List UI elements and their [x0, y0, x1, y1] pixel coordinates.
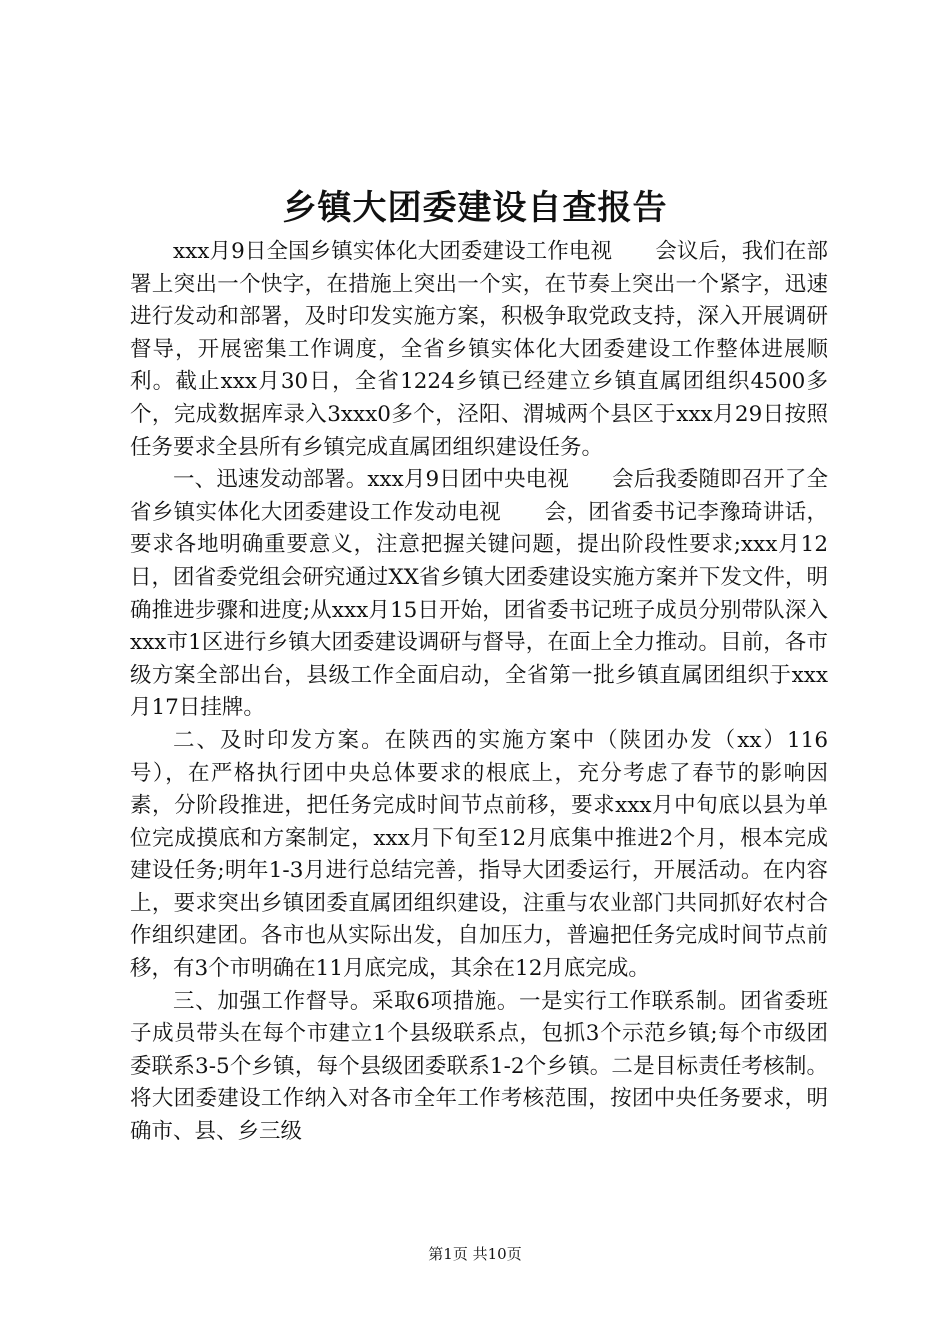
paragraph-section-1: 一、迅速发动部署。xxx月9日团中央电视 会后我委随即召开了全省乡镇实体化大团委建设工作发动电视 会，团省委书记李豫琦讲话，要求各地明确重要意义，注意把握关键问题，提出阶段性要求;xxx月12日，团省委党组会研究通过XX省乡镇大团委建设实施方案并下发文件，明确推进步骤和进度;从xxx月15日开始，团省委书记班子成员分别带队深入xxx市1区进行乡镇大团委建设调研与督导，在面上全力推动。目前，各市级方案全部出台，县级工作全面启动，全省第一批乡镇直属团组织于xxx月17日挂牌。	[130, 467, 828, 721]
page-footer: 第1页 共10页	[428, 1245, 522, 1263]
document-body	[130, 236, 828, 1149]
paragraph-section-3: 三、加强工作督导。采取6项措施。一是实行工作联系制。团省委班子成员带头在每个市建立1个县级联系点，包抓3个示范乡镇;每个市级团委联系3-5个乡镇，每个县级团委联系1-2个乡镇。二是目标责任考核制。将大团委建设工作纳入对各市全年工作考核范围，按团中央任务要求，明确市、县、乡三级	[130, 988, 828, 1145]
paragraph-section-2: 二、及时印发方案。在陕西的实施方案中（陕团办发（xx）116号），在严格执行团中央总体要求的根底上，充分考虑了春节的影响因素，分阶段推进，把任务完成时间节点前移，要求xxx月中旬底以县为单位完成摸底和方案制定，xxx月下旬至12月底集中推进2个月，根本完成建设任务;明年1-3月进行总结完善，指导大团委运行，开展活动。在内容上，要求突出乡镇团委直属团组织建设，注重与农业部门共同抓好农村合作组织建团。各市也从实际出发，自加压力，普遍把任务完成时间节点前移，有3个市明确在11月底完成，其余在12月底完成。	[130, 727, 828, 982]
paragraph-intro: xxx月9日全国乡镇实体化大团委建设工作电视 会议后，我们在部署上突出一个快字，在措施上突出一个实，在节奏上突出一个紧字，迅速进行发动和部署，及时印发实施方案，积极争取党政支持，深入开展调研督导，开展密集工作调度，全省乡镇实体化大团委建设工作整体进展顺利。截止xxx月30日，全省1224乡镇已经建立乡镇直属团组织4500多个，完成数据库录入3xxx0多个，泾阳、渭城两个县区于xxx月29日按照任务要求全县所有乡镇完成直属团组织建设任务。	[130, 239, 828, 460]
document-title: 乡镇大团委建设自查报告	[282, 188, 668, 228]
